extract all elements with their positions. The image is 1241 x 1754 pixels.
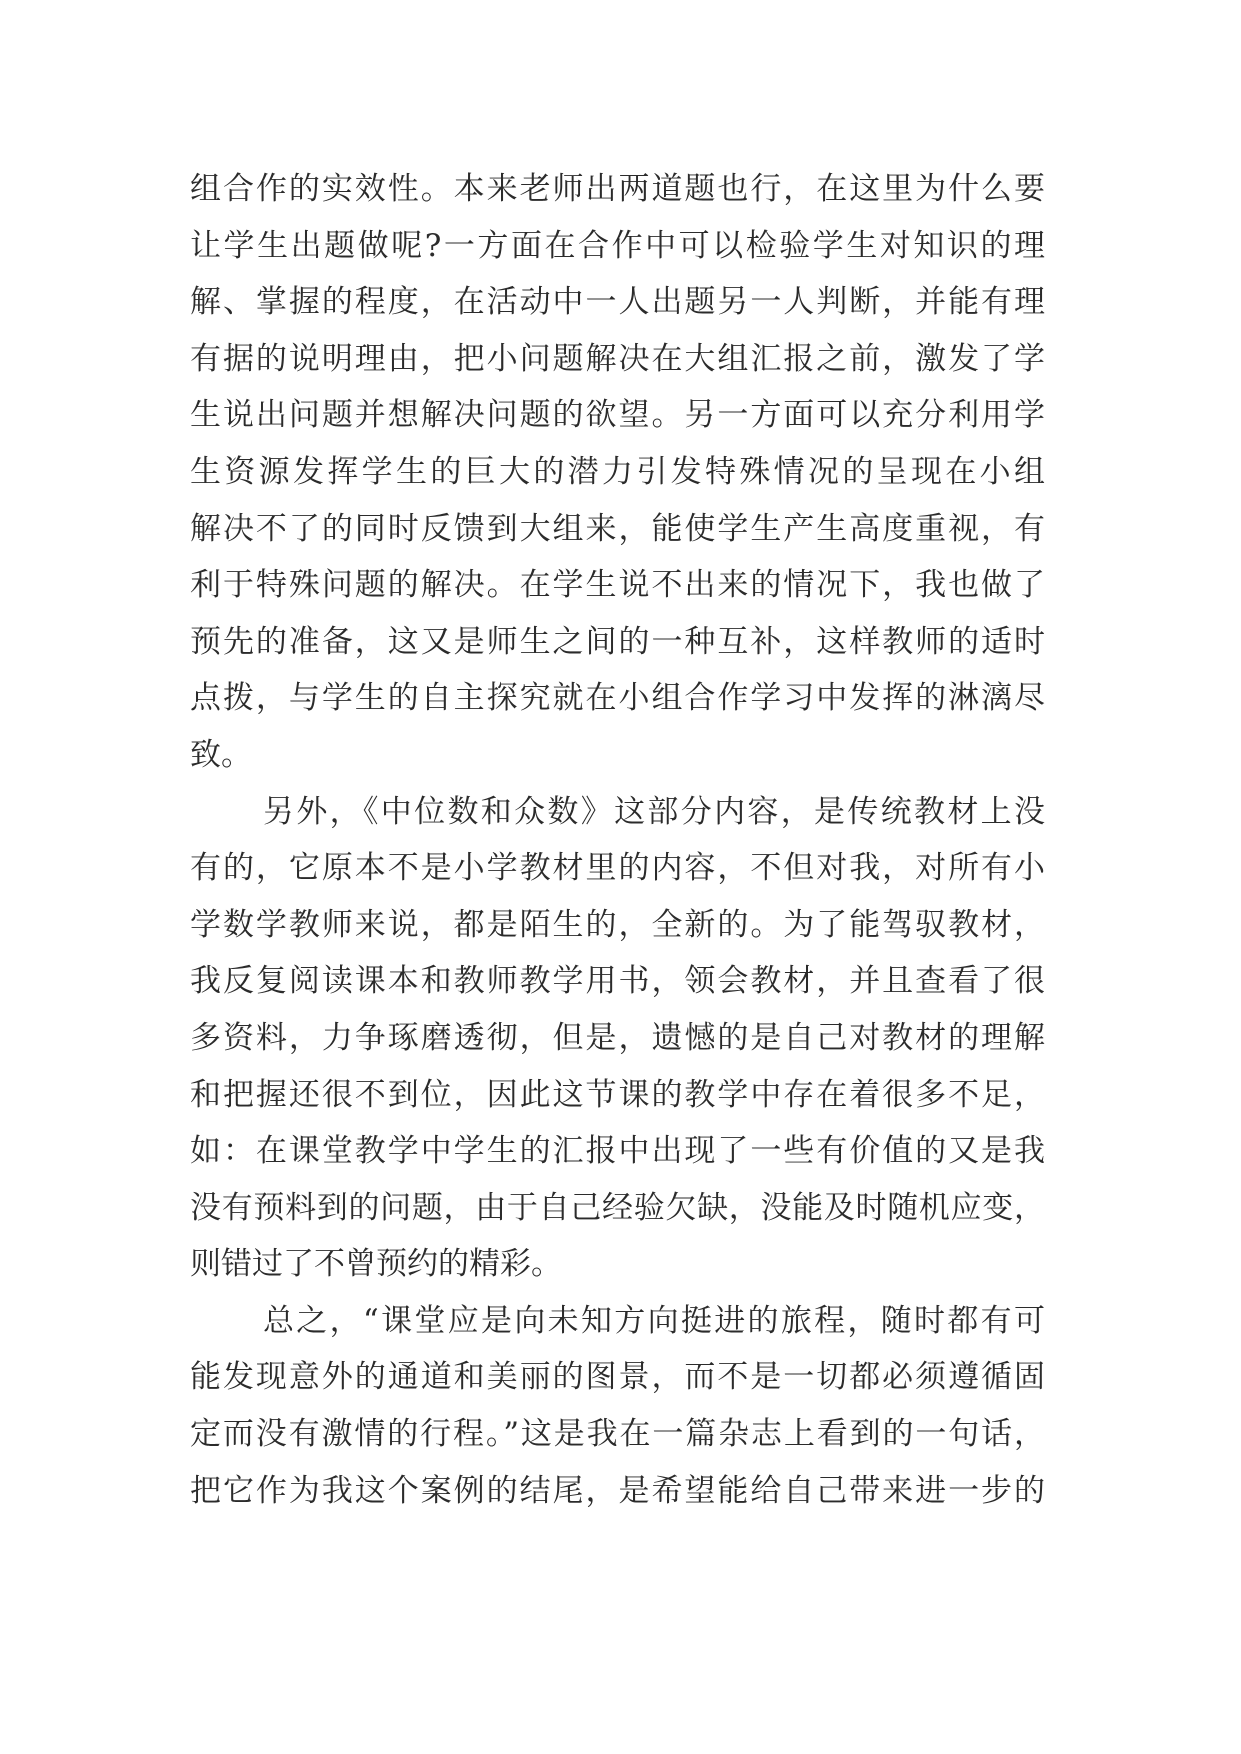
paragraph-3-line-2: 能发现意外的通道和美丽的图景，而不是一切都必须遵循固: [190, 1359, 1045, 1396]
paragraph-3-line-1: 总之，“课堂应是向未知方向挺进的旅程，随时都有可: [263, 1302, 1045, 1339]
paragraph-1-line-8: 利于特殊问题的解决。在学生说不出来的情况下，我也做了: [190, 567, 1045, 604]
paragraph-2-line-4: 我反复阅读课本和教师教学用书，领会教材，并且查看了很: [190, 963, 1045, 1000]
body-text: [190, 161, 1045, 1519]
paragraph-2-line-5: 多资料，力争琢磨透彻，但是，遗憾的是自己对教材的理解: [190, 1019, 1045, 1056]
paragraph-2-line-7: 如：在课堂教学中学生的汇报中出现了一些有价值的又是我: [190, 1133, 1045, 1170]
paragraph-1-line-6: 生资源发挥学生的巨大的潜力引发特殊情况的呈现在小组: [190, 453, 1045, 490]
paragraph-1-line-5: 生说出问题并想解决问题的欲望。另一方面可以充分利用学: [190, 397, 1045, 434]
paragraph-3-line-3: 定而没有激情的行程。”这是我在一篇杂志上看到的一句话，: [190, 1416, 1045, 1453]
paragraph-2-line-1: 另外，《中位数和众数》这部分内容，是传统教材上没: [263, 793, 1045, 830]
paragraph-1-line-11: 致。: [190, 736, 252, 773]
paragraph-1-line-4: 有据的说明理由，把小问题解决在大组汇报之前，激发了学: [190, 340, 1045, 377]
paragraph-2-line-8: 没有预料到的问题，由于自己经验欠缺，没能及时随机应变，: [190, 1189, 1045, 1226]
paragraph-1-line-7: 解决不了的同时反馈到大组来，能使学生产生高度重视，有: [190, 510, 1045, 547]
paragraph-2-line-3: 学数学教师来说，都是陌生的，全新的。为了能驾驭教材，: [190, 906, 1045, 943]
paragraph-1-line-10: 点拨，与学生的自主探究就在小组合作学习中发挥的淋漓尽: [190, 680, 1045, 717]
paragraph-1-line-2: 让学生出题做呢?一方面在合作中可以检验学生对知识的理: [190, 227, 1045, 264]
paragraph-2-line-6: 和把握还很不到位，因此这节课的教学中存在着很多不足，: [190, 1076, 1045, 1113]
paragraph-2-line-2: 有的，它原本不是小学教材里的内容，不但对我，对所有小: [190, 850, 1045, 887]
paragraph-1-line-9: 预先的准备，这又是师生之间的一种互补，这样教师的适时: [190, 623, 1045, 660]
paragraph-1-line-1: 组合作的实效性。本来老师出两道题也行，在这里为什么要: [190, 171, 1045, 207]
paragraph-3-line-4: 把它作为我这个案例的结尾，是希望能给自己带来进一步的: [190, 1472, 1045, 1509]
paragraph-1-line-3: 解、掌握的程度，在活动中一人出题另一人判断，并能有理: [190, 284, 1045, 321]
paragraph-2-line-9: 则错过了不曾预约的精彩。: [190, 1246, 562, 1283]
